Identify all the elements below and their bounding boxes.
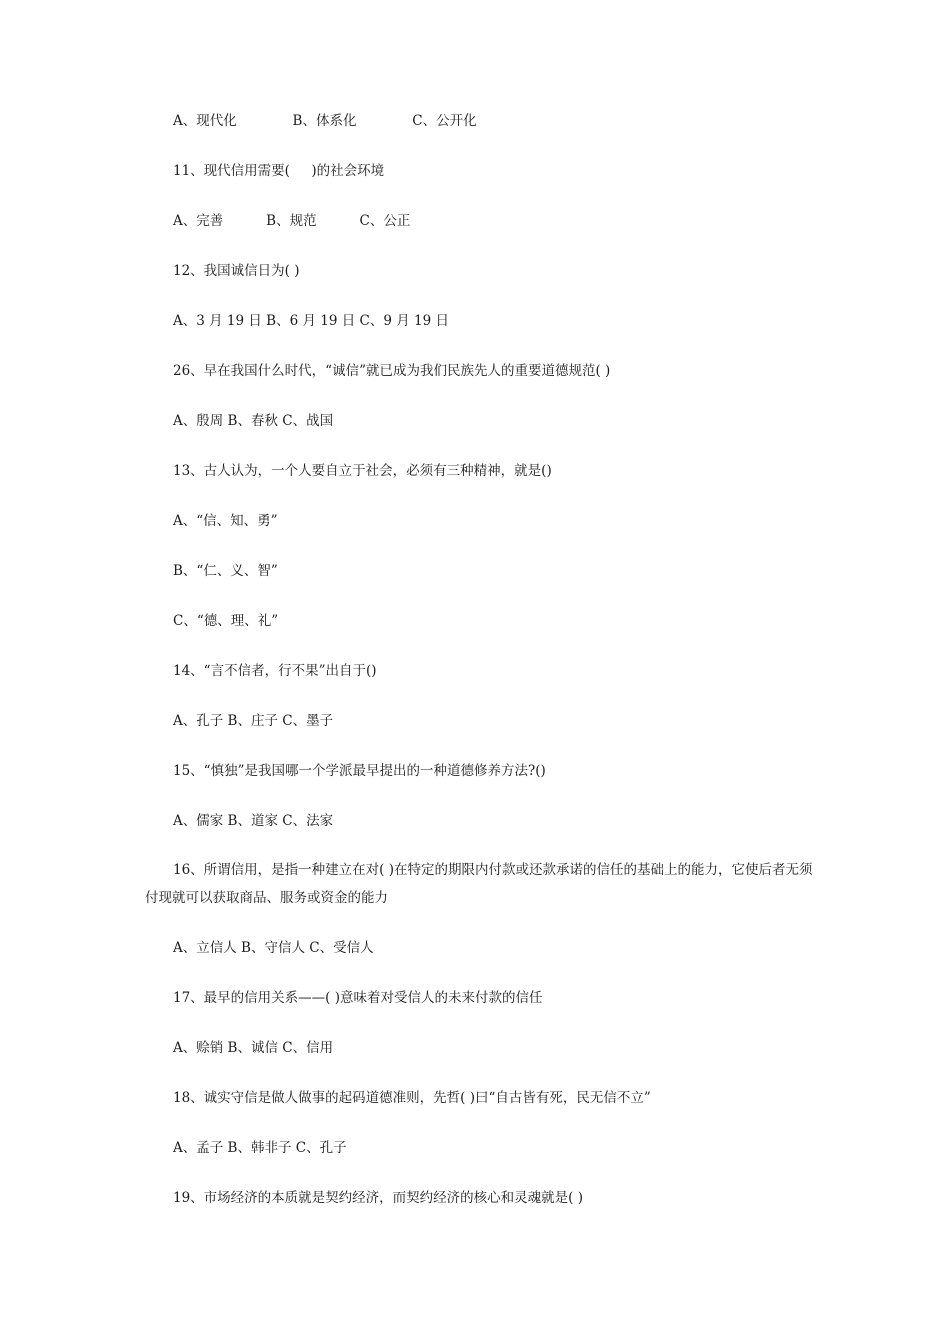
option-line-q26: A、殷周 B、春秋 C、战国 [173,413,334,429]
option-line-q11: A、完善 B、规范 C、公正 [173,213,411,229]
option-line-q17: A、赊销 B、诚信 C、信用 [173,1040,334,1056]
question-16: 16、所谓信用，是指一种建立在对( )在特定的期限内付款或还款承诺的信任的基础上的能力，它使后者无须付现就可以获取商品、服务或资金的能力 [145,862,813,906]
question-12: 12、我国诚信日为( ) [173,263,300,279]
question-26: 26、早在我国什么时代，“诚信”就已成为我们民族先人的重要道德规范( ) [173,363,611,379]
option-c-q13: C、“德、理、礼” [173,613,279,629]
option-line-q15: A、儒家 B、道家 C、法家 [173,813,334,829]
option-line-q12: A、3 月 19 日 B、6 月 19 日 C、9 月 19 日 [173,313,450,329]
question-15: 15、“慎独”是我国哪一个学派最早提出的一种道德修养方法?() [173,763,546,779]
question-11: 11、现代信用需要( )的社会环境 [173,163,385,179]
option-line-q18: A、孟子 B、韩非子 C、孔子 [173,1140,347,1156]
option-b-q13: B、“仁、义、智” [173,563,278,579]
option-line-q16: A、立信人 B、守信人 C、受信人 [173,940,374,956]
question-17: 17、最早的信用关系——( )意味着对受信人的未来付款的信任 [173,990,543,1006]
option-line-q10: A、现代化 B、体系化 C、公开化 [173,113,477,129]
question-18: 18、诚实守信是做人做事的起码道德准则，先哲( )曰“自古皆有死，民无信不立” [173,1090,651,1106]
option-a-q13: A、“信、知、勇” [173,513,278,529]
question-19: 19、市场经济的本质就是契约经济，而契约经济的核心和灵魂就是( ) [173,1190,584,1206]
question-13: 13、古人认为，一个人要自立于社会，必须有三种精神，就是() [173,463,552,479]
option-line-q14: A、孔子 B、庄子 C、墨子 [173,713,334,729]
question-14: 14、“言不信者，行不果”出自于() [173,663,377,679]
